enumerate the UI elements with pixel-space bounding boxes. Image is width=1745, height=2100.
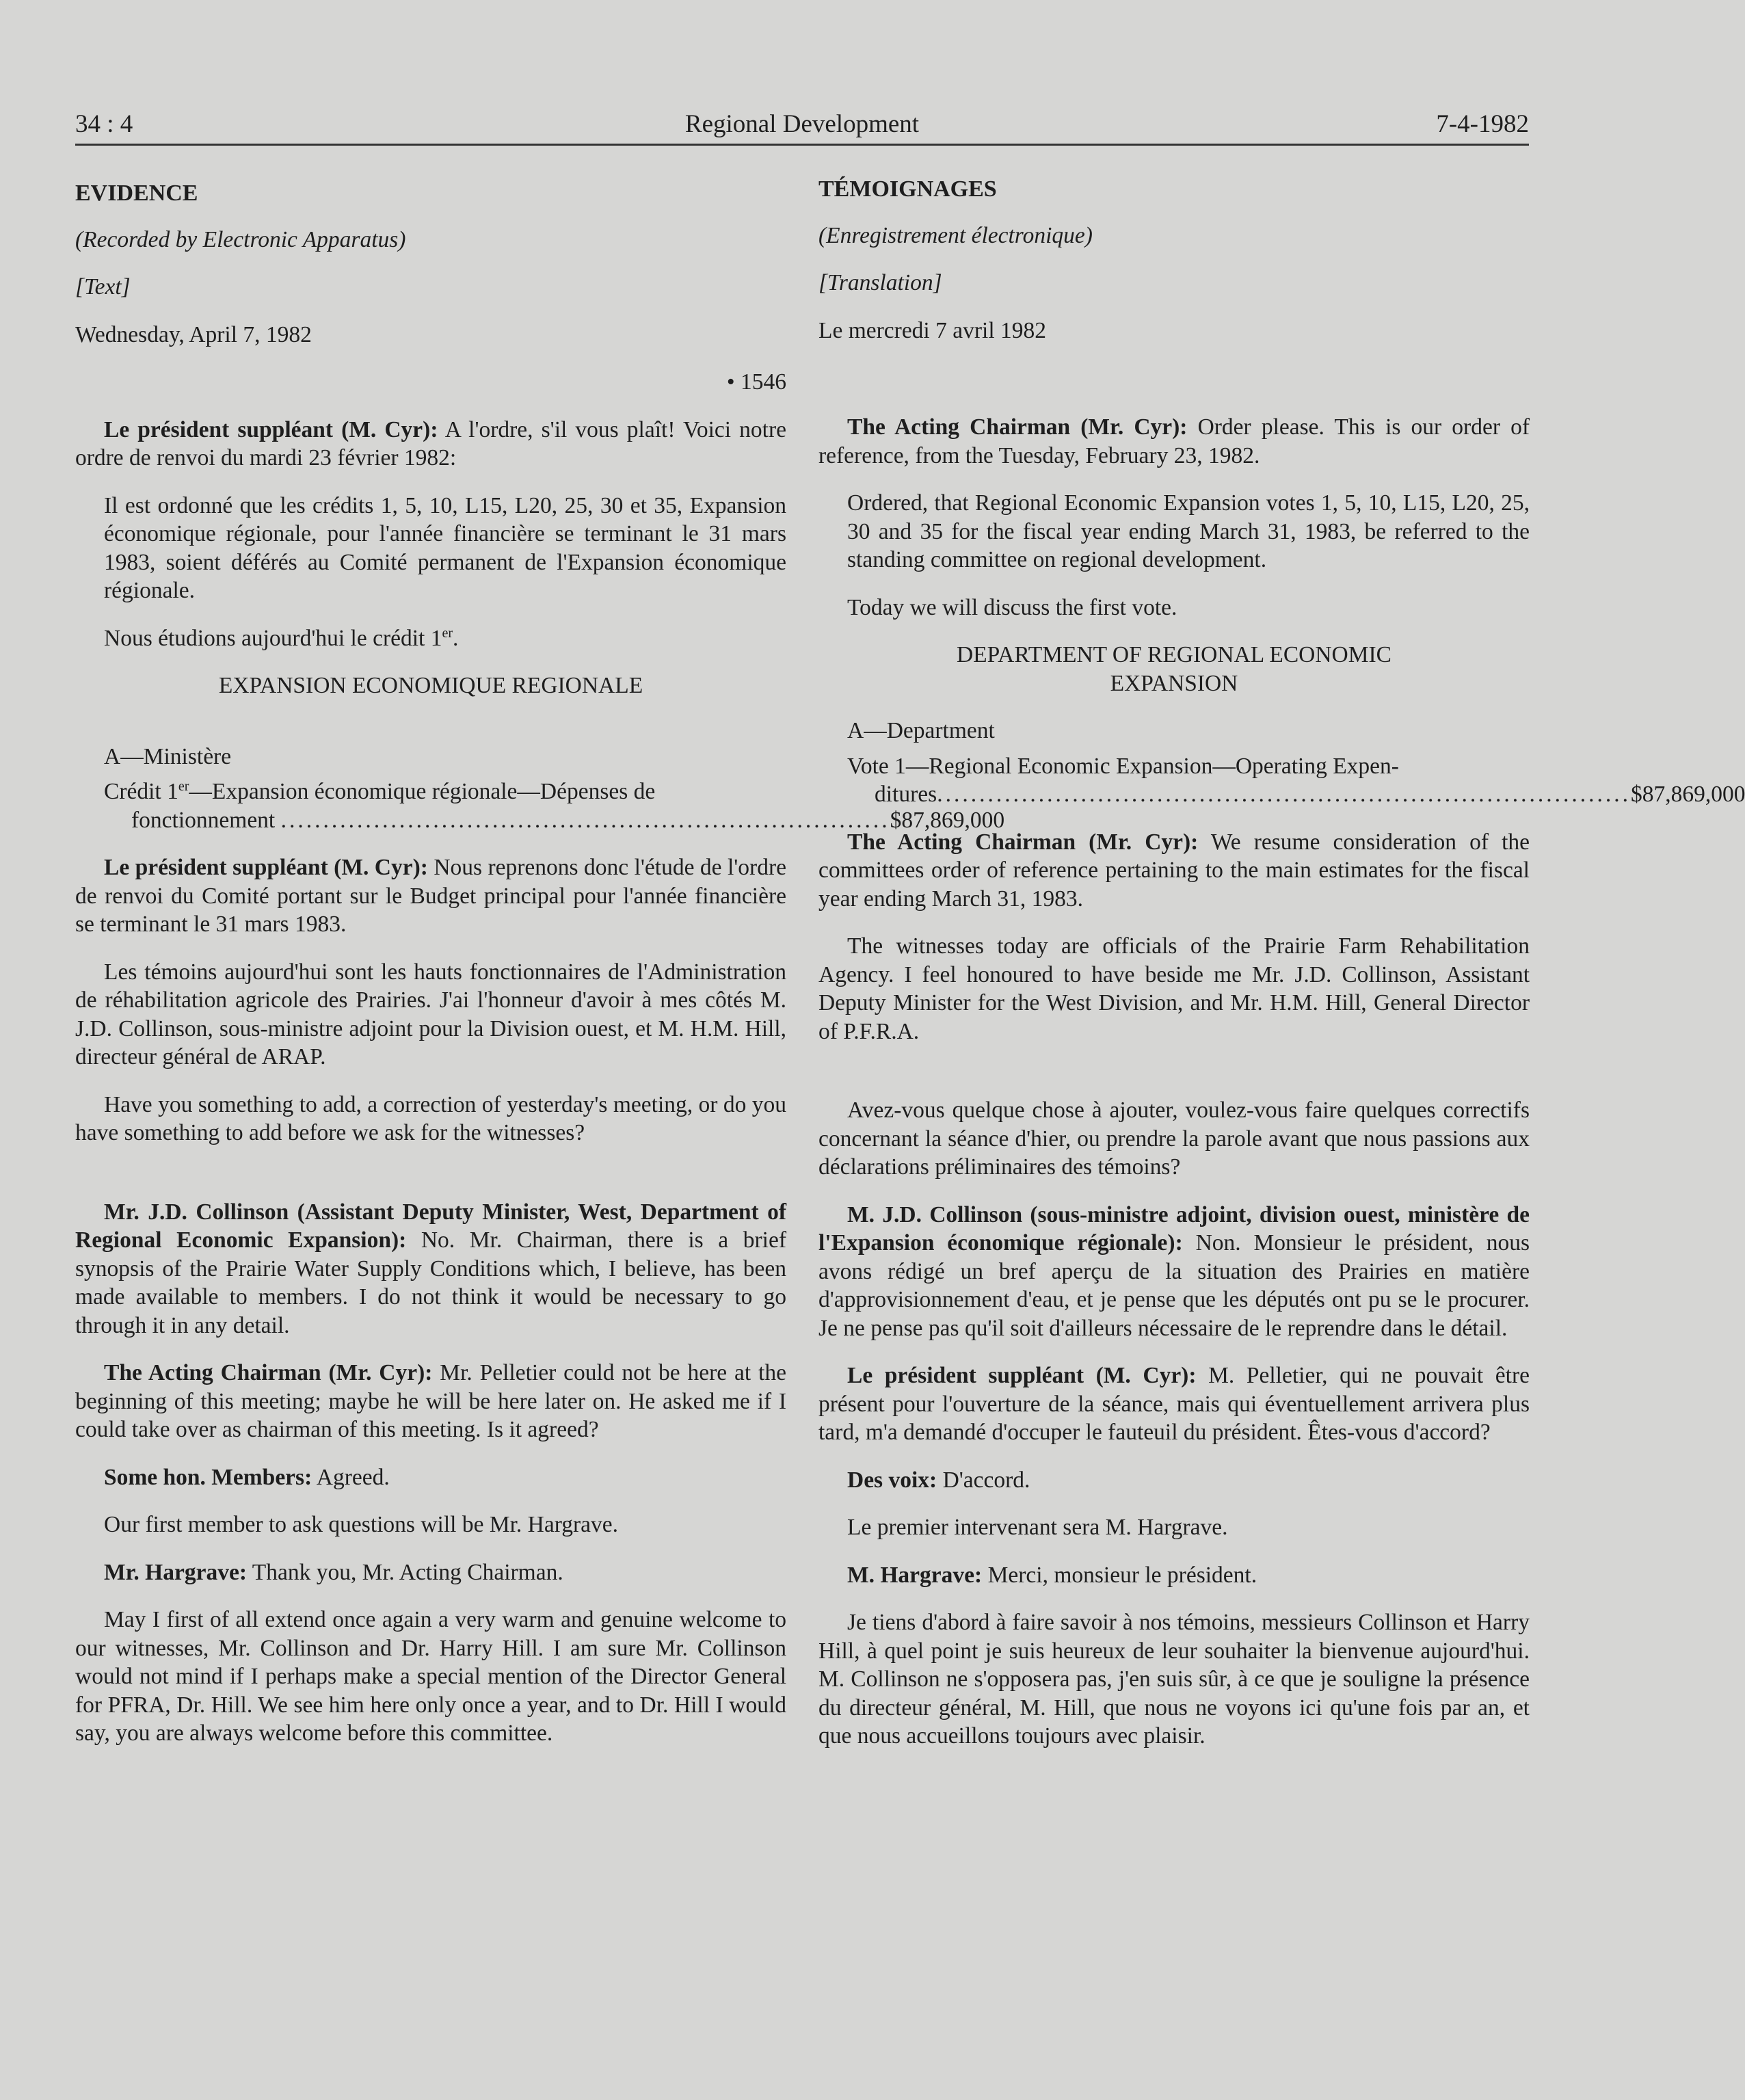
section-title: DEPARTMENT OF REGIONAL ECONOMIC EXPANSION bbox=[956, 642, 1392, 696]
paragraph: Some hon. Members: Agreed. bbox=[104, 1464, 390, 1490]
paragraph: M. Hargrave: Merci, monsieur le président. bbox=[847, 1562, 1257, 1588]
paragraph: Avez-vous quelque chose à ajouter, voulez-vous faire quelques correctifs concernant la séance d'hier, ou prendre la parole avant que nous passions aux déclarations préliminaires des témoins? bbox=[818, 1098, 1530, 1180]
running-title: Regional Development bbox=[684, 110, 920, 138]
text-tag: [Text] bbox=[75, 274, 131, 300]
paragraph: The witnesses today are officials of the Prairie Farm Rehabilitation Agency. I feel honoured to have beside me Mr. J.D. Collinson, Assistant Deputy Minister for the West Division, and Mr. H.M. Hill, General Director of P.F.R.A. bbox=[818, 933, 1530, 1044]
order-quote: Ordered, that Regional Economic Expansion votes 1, 5, 10, L15, L20, 25, 30 and 35 for the fiscal year ending March 31, 1983, be referred to the standing committee on regional development. bbox=[847, 490, 1530, 572]
paragraph: Have you something to add, a correction of yesterday's meeting, or do you have something to add before we ask for the witnesses? bbox=[75, 1091, 786, 1145]
speaker: Le président suppléant (M. Cyr): bbox=[847, 1363, 1197, 1388]
paragraph: Des voix: D'accord. bbox=[847, 1467, 1030, 1493]
order-quote: Il est ordonné que les crédits 1, 5, 10, L15, L20, 25, 30 et 35, Expansion économique régionale, pour l'année financière se terminant le 31 mars 1983, soient déférés au Comité permanent de l'Expansion économique régionale. bbox=[104, 492, 786, 603]
vote-amount: $87,869,000 bbox=[1630, 782, 1745, 807]
recorded-note: (Enregistrement électronique) bbox=[818, 222, 1093, 248]
paragraph: May I first of all extend once again a very warm and genuine welcome to our witnesses, Mr. Collinson and Dr. Harry Hill. I am sure Mr. Collinson would not mind if I perhaps make a special mention of the Director General for PFRA, Dr. Hill. We see him here only once a year, and to Dr. Hill I would say, you are always welcome before this committee. bbox=[75, 1607, 786, 1746]
recorded-note: (Recorded by Electronic Apparatus) bbox=[75, 226, 406, 252]
paragraph: Nous étudions aujourd'hui le crédit 1er. bbox=[104, 625, 459, 651]
paragraph: Mr. J.D. Collinson (Assistant Deputy Minister, West, Department of Regional Economic Expansion): No. Mr. Chairman, there is a brief synopsis of the Prairie Water Supply Conditions which, I believe, has been made available to members. I do not think it would be necessary to go through it in any detail. bbox=[75, 1199, 786, 1338]
paragraph: Our first member to ask questions will be Mr. Hargrave. bbox=[104, 1512, 619, 1537]
speaker: The Acting Chairman (Mr. Cyr): bbox=[104, 1360, 433, 1385]
temoignages-heading: TÉMOIGNAGES bbox=[818, 176, 997, 202]
speaker: Le président suppléant (M. Cyr): bbox=[104, 416, 438, 442]
department-label: A—Department bbox=[847, 718, 995, 743]
evidence-heading: EVIDENCE bbox=[75, 181, 198, 206]
paragraph: Je tiens d'abord à faire savoir à nos témoins, messieurs Collinson et Harry Hill, à quel point je suis heureux de leur souhaiter la bienvenue aujourd'hui. M. Collinson ne s'opposera pas, j'en suis sûr, à ce que je souligne la présence du directeur général, M. Hill, que nous ne voyons ici qu'une fois par an, et que nous accueillons toujours avec plaisir. bbox=[818, 1610, 1530, 1749]
speaker: M. Hargrave: bbox=[847, 1562, 983, 1588]
speaker: M. J.D. Collinson (sous-ministre adjoint, division ouest, ministère de l'Expansion économique régionale): bbox=[818, 1201, 1530, 1255]
speaker: Le président suppléant (M. Cyr): bbox=[104, 855, 428, 880]
department-label: A—Ministère bbox=[104, 743, 232, 769]
page-header bbox=[75, 105, 1529, 146]
paragraph: Mr. Hargrave: Thank you, Mr. Acting Chairman. bbox=[104, 1559, 563, 1585]
session-date: Wednesday, April 7, 1982 bbox=[75, 321, 312, 347]
paragraph: The Acting Chairman (Mr. Cyr): Order please. This is our order of reference, from the Tuesday, February 23, 1982. bbox=[818, 414, 1530, 468]
paragraph: Le président suppléant (M. Cyr): M. Pelletier, qui ne pouvait être présent pour l'ouverture de la séance, mais qui éventuellement arrivera plus tard, m'a demandé d'occuper le fauteuil du président. Êtes-vous d'accord? bbox=[818, 1363, 1530, 1445]
paragraph: Le premier intervenant sera M. Hargrave. bbox=[847, 1515, 1228, 1540]
time-marker: • 1546 bbox=[726, 369, 786, 395]
session-date: Le mercredi 7 avril 1982 bbox=[818, 317, 1047, 343]
page-number: 34 : 4 bbox=[75, 110, 133, 138]
vote-entry: Vote 1—Regional Economic Expansion—Operating Expen- ditures .................................................................................. $87,869,000 bbox=[847, 752, 1530, 809]
paragraph: The Acting Chairman (Mr. Cyr): Mr. Pelletier could not be here at the beginning of this meeting; maybe he will be here later on. He asked me if I could take over as chairman of this meeting. Is it agreed? bbox=[75, 1360, 786, 1442]
paragraph: The Acting Chairman (Mr. Cyr): We resume consideration of the committees order of reference pertaining to the main estimates for the fiscal year ending March 31, 1983. bbox=[818, 829, 1530, 912]
header-date: 7-4-1982 bbox=[1436, 110, 1529, 138]
speaker: Mr. J.D. Collinson (Assistant Deputy Minister, West, Department of Regional Economic Expansion): bbox=[75, 1199, 786, 1253]
section-title: EXPANSION ECONOMIQUE REGIONALE bbox=[218, 673, 643, 698]
paragraph: Le président suppléant (M. Cyr): Nous reprenons donc l'étude de l'ordre de renvoi du Comité portant sur le Budget principal pour l'année financière se terminant le 31 mars 1983. bbox=[75, 855, 786, 937]
paragraph: Today we will discuss the first vote. bbox=[847, 594, 1177, 620]
speaker: Some hon. Members: bbox=[104, 1464, 312, 1490]
text-tag: [Translation] bbox=[818, 270, 942, 295]
vote-amount: $87,869,000 bbox=[890, 807, 1005, 833]
speaker: Des voix: bbox=[847, 1467, 937, 1493]
paragraph: M. J.D. Collinson (sous-ministre adjoint, division ouest, ministère de l'Expansion économique régionale): Non. Monsieur le président, nous avons rédigé un bref aperçu de la situation des Prairies en matière d'approvisionnement d'eau, et je pense que les députés ont pu se le procurer. Je ne pense pas qu'il soit d'ailleurs nécessaire de le reprendre dans le détail. bbox=[818, 1201, 1530, 1341]
paragraph: Le président suppléant (M. Cyr): A l'ordre, s'il vous plaît! Voici notre ordre de renvoi du mardi 23 février 1982: bbox=[75, 416, 786, 470]
right-column bbox=[818, 175, 1745, 1770]
speaker: The Acting Chairman (Mr. Cyr): bbox=[847, 829, 1199, 855]
speaker: The Acting Chairman (Mr. Cyr): bbox=[847, 414, 1188, 440]
paragraph: Les témoins aujourd'hui sont les hauts fonctionnaires de l'Administration de réhabilitation agricole des Prairies. J'ai l'honneur d'avoir à mes côtés M. J.D. Collinson, sous-ministre adjoint pour la Division ouest, et M. H.M. Hill, directeur général de ARAP. bbox=[75, 959, 786, 1069]
vote-entry: Crédit 1er—Expansion économique régionale—Dépenses de fonctionnement ........................................................................ $87,869,000 bbox=[104, 777, 786, 834]
speaker: Mr. Hargrave: bbox=[104, 1559, 247, 1585]
